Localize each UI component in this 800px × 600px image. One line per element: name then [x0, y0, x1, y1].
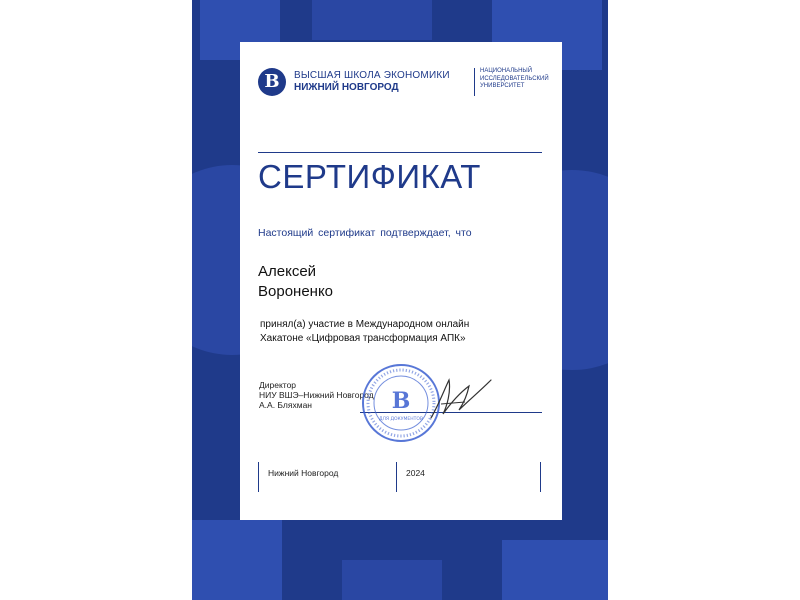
recipient-first-name: Алексей — [258, 263, 317, 280]
recipient-last-name: Вороненко — [258, 283, 334, 300]
footer-year: 2024 — [406, 468, 425, 478]
footer-divider-right — [540, 462, 541, 492]
hse-logo-icon: В — [258, 68, 286, 96]
logo-university-type: НАЦИОНАЛЬНЫЙ ИССЛЕДОВАТЕЛЬСКИЙ УНИВЕРСИТЕТ — [480, 68, 549, 89]
footer-divider-left — [258, 462, 259, 492]
hse-logo — [258, 66, 558, 102]
signer-position: Директор — [259, 380, 297, 390]
certificate-frame — [192, 0, 608, 600]
signature-mark — [425, 374, 495, 424]
footer-divider-mid — [396, 462, 397, 492]
logo-school-name: ВЫСШАЯ ШКОЛА ЭКОНОМИКИ — [294, 70, 450, 81]
svg-text:В: В — [391, 388, 411, 414]
signer-organization: НИУ ВШЭ–Нижний Новгород — [259, 390, 374, 400]
title-rule — [258, 152, 542, 153]
confirmation-text: Настоящий сертификат подтверждает, что — [258, 227, 472, 239]
participation-text: принял(а) участие в Международном онлайн Хакатоне «Цифровая трансформация АПК» — [260, 319, 470, 344]
certificate-title: СЕРТИФИКАТ — [258, 158, 481, 195]
footer-city: Нижний Новгород — [268, 468, 339, 478]
svg-text:ДЛЯ ДОКУМЕНТОВ: ДЛЯ ДОКУМЕНТОВ — [379, 417, 423, 422]
recipient-name — [258, 262, 333, 302]
logo-divider — [474, 68, 475, 96]
certificate-sheet — [240, 42, 562, 520]
logo-campus-name: НИЖНИЙ НОВГОРОД — [294, 82, 399, 93]
signer-block — [259, 380, 374, 410]
signer-name: А.А. Бляхман — [259, 400, 312, 410]
